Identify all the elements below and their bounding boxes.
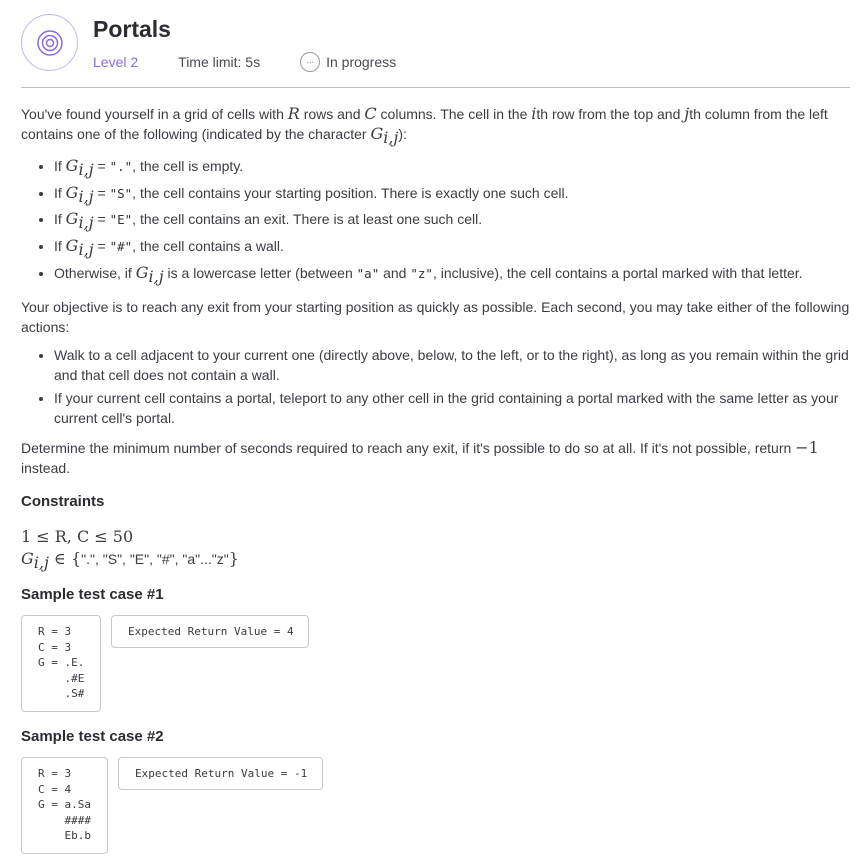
- constraint-1: 1 ≤ R, C ≤ 50: [21, 526, 134, 546]
- time-limit-label: Time limit: 5s: [178, 54, 261, 70]
- list-item: • If your current cell contains a portal, teleport to any other cell in the grid containing a portal marked with the same letter as your current cell's portal.: [54, 388, 851, 428]
- list-item: • If $G_{i,j}$ = "E", the cell contains an exit. There is at least one such cell.: [54, 209, 851, 233]
- sample-1-output: Expected Return Value = 4: [111, 615, 309, 648]
- page-title: Portals: [93, 16, 171, 42]
- problem-statement: [21, 104, 851, 574]
- list-item: • Otherwise, if $G_{i,j}$ is a lowercase letter (between "a" and "z", inclusive), the cell contains a portal marked with that letter.: [54, 263, 851, 287]
- target-icon: [21, 14, 78, 71]
- sample-1: [21, 615, 309, 712]
- problem-header: [21, 14, 850, 88]
- sample-2-input: R = 3 C = 4 G = a.Sa #### Eb.b: [21, 757, 108, 854]
- actions-list: [21, 345, 851, 428]
- status-badge: [300, 52, 396, 72]
- sample-1-input: R = 3 C = 3 G = .E. .#E .S#: [21, 615, 101, 712]
- status-label: In progress: [326, 54, 397, 70]
- sample-2-output: Expected Return Value = -1: [118, 757, 323, 790]
- intro-paragraph: You've found yourself in a grid of cells with R rows and C columns. The cell in the ith row from the top and jth column from the left contains one of the following (indicated by the character $G_{i,j}$):: [21, 104, 828, 147]
- more-icon: ···: [300, 52, 320, 72]
- sample-1-heading: Sample test case #1: [21, 586, 164, 603]
- cell-rules-list: [21, 156, 851, 287]
- sample-2-heading: Sample test case #2: [21, 728, 164, 745]
- objective-paragraph: Your objective is to reach any exit from your starting position as quickly as possible. Each second, you may take either of the following actions:: [21, 298, 850, 335]
- problem-meta: [93, 52, 396, 72]
- list-item: • If $G_{i,j}$ = ".", the cell is empty.: [54, 156, 851, 180]
- determine-paragraph: Determine the minimum number of seconds required to reach any exit, if it's possible to do so at all. If it's not possible, return −1 instead.: [21, 437, 819, 476]
- level-label: Level 2: [93, 54, 139, 70]
- list-item: • If $G_{i,j}$ = "#", the cell contains a wall.: [54, 236, 851, 260]
- sample-2: [21, 757, 323, 854]
- constraint-2: $G_{i,j}$ ∈ {".", "S", "E", "#", "a"..."z"}: [21, 548, 239, 572]
- constraints-heading: Constraints: [21, 492, 105, 510]
- list-item: • If $G_{i,j}$ = "S", the cell contains your starting position. There is exactly one such cell.: [54, 183, 851, 207]
- list-item: • Walk to a cell adjacent to your current one (directly above, below, to the left, or to the right), as long as you remain within the grid and that cell does not contain a wall.: [54, 345, 851, 385]
